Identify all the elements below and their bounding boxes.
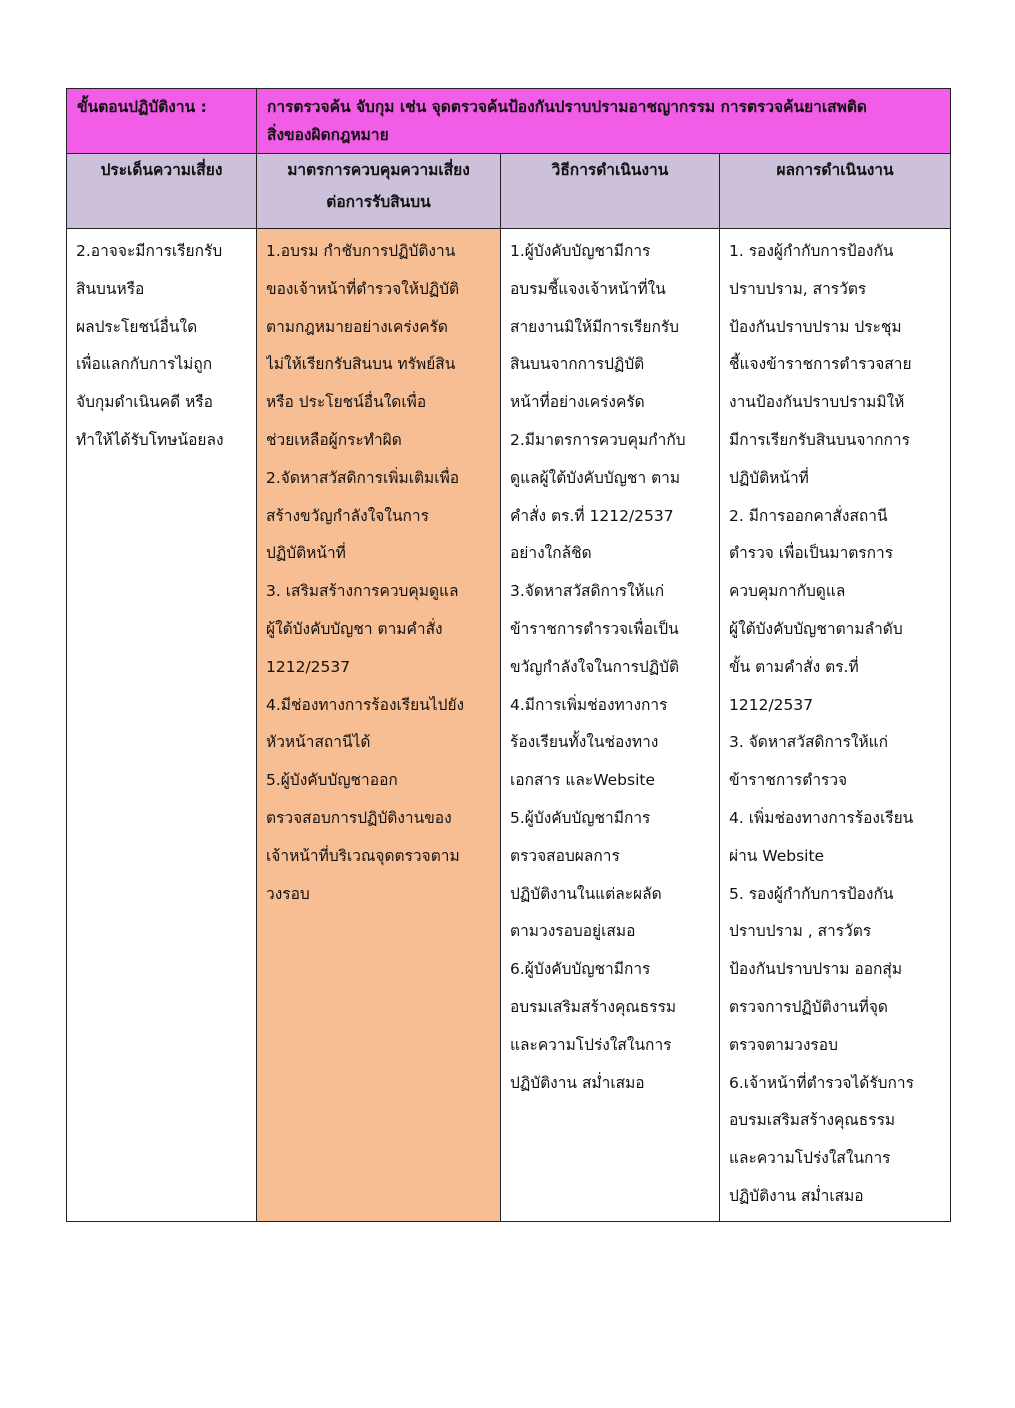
cell-text-line: สร้างขวัญกำลังใจในการ — [266, 506, 429, 525]
cell-text-line: ทำให้ได้รับโทษน้อยลง — [76, 430, 224, 449]
cell-text-line: ปราบปราม , สารวัตร — [729, 922, 872, 941]
cell-text-line: ของเจ้าหน้าที่ตำรวจให้ปฏิบัติ — [266, 279, 460, 298]
cell-text-line: ปฏิบัติงาน สม่ำเสมอ — [729, 1186, 864, 1205]
cell-text-line: ผลประโยชน์อื่นใด — [76, 317, 198, 336]
cell-text-line: ข้าราชการตำรวจเพื่อเป็น — [510, 619, 679, 638]
cell-text-line: 1.ผู้บังคับบัญชามีการ — [510, 242, 651, 260]
cell-text-line: ช่วยเหลือผู้กระทำผิด — [266, 430, 402, 449]
cell-text-line: ผู้ใต้บังคับบัญชา ตามคำสั่ง — [266, 619, 443, 638]
cell-text-line: ตรวจการปฏิบัติงานที่จุด — [729, 997, 888, 1016]
cell-text-line: ไม่ให้เรียกรับสินบน ทรัพย์สิน — [266, 355, 456, 374]
cell-text-line: 1212/2537 — [266, 657, 351, 676]
cell-text-line: สินบนหรือ — [76, 279, 145, 298]
cell-text-line: เอกสาร และWebsite — [510, 771, 656, 790]
cell-text-line: คำสั่ง ตร.ที่ 1212/2537 — [510, 506, 674, 525]
header-result: ผลการดำเนินงาน — [720, 154, 951, 229]
cell-text-line: 2. มีการออกคาสั่งสถานี — [729, 506, 888, 525]
cell-text-line: 5. รองผู้กำกับการป้องกัน — [729, 884, 894, 903]
cell-text-line: ข้าราชการตำรวจ — [729, 771, 848, 790]
cell-text-line: หน้าที่อย่างเคร่งครัด — [510, 393, 645, 412]
cell-text-line: 4.มีการเพิ่มช่องทางการ — [510, 695, 668, 714]
cell-text-line: 5.ผู้บังคับบัญชามีการ — [510, 808, 651, 827]
cell-text-line: 3. เสริมสร้างการควบคุมดูแล — [266, 582, 459, 601]
cell-text-line: ตำรวจ เพื่อเป็นมาตรการ — [729, 544, 894, 563]
control-measure-cell — [257, 229, 501, 1222]
cell-text-line: และความโปร่งใสในการ — [510, 1035, 672, 1054]
cell-text-line: ผู้ใต้บังคับบัญชาตามลำดับ — [729, 619, 903, 638]
cell-text-line: จับกุมดำเนินคดี หรือ — [76, 393, 213, 412]
procedure-step-row — [67, 89, 951, 154]
cell-text-line: 6.เจ้าหน้าที่ตำรวจได้รับการ — [729, 1073, 914, 1092]
cell-text-line: ป้องกันปราบปราม ออกสุ่ม — [729, 960, 903, 979]
cell-text-line: อบรมเสริมสร้างคุณธรรม — [510, 997, 677, 1016]
column-header-row — [67, 154, 951, 229]
step-description-line: การตรวจค้น จับกุม เช่น จุดตรวจค้นป้องกันปราบปรามอาชญากรรม การตรวจค้นยาเสพติด — [267, 98, 867, 116]
method-cell — [501, 229, 720, 1222]
cell-text-line: ตรวจสอบการปฏิบัติงานของ — [266, 808, 452, 827]
cell-text-line: สินบนจากการปฏิบัติ — [510, 355, 645, 374]
cell-text-line: ปฏิบัติงาน สม่ำเสมอ — [510, 1073, 645, 1092]
cell-text-line: สายงานมิให้มีการเรียกรับ — [510, 317, 680, 336]
cell-text-line: 2.อาจจะมีการเรียกรับ — [76, 242, 223, 260]
cell-text-line: วงรอบ — [266, 884, 310, 903]
cell-text-line: เพื่อแลกกับการไม่ถูก — [76, 355, 213, 374]
cell-text-line: หรือ ประโยชน์อื่นใดเพื่อ — [266, 393, 427, 412]
result-cell — [720, 229, 951, 1222]
cell-text-line: อย่างใกล้ชิด — [510, 544, 592, 563]
cell-text-line: หัวหน้าสถานีได้ — [266, 733, 371, 752]
cell-text-line: ควบคุมกากับดูแล — [729, 582, 846, 601]
cell-text-line: มีการเรียกรับสินบนจากการ — [729, 430, 910, 449]
cell-text-line: 6.ผู้บังคับบัญชามีการ — [510, 960, 651, 979]
cell-text-line: ผ่าน Website — [729, 846, 825, 865]
cell-text-line: ขวัญกำลังใจในการปฏิบัติ — [510, 657, 680, 676]
procedure-step-label: ขั้นตอนปฏิบัติงาน : — [67, 89, 257, 154]
cell-text-line: 1212/2537 — [729, 695, 814, 714]
procedure-step-description — [257, 89, 951, 154]
cell-text-line: ปฏิบัติหน้าที่ — [266, 544, 346, 563]
cell-text-line: ดูแลผู้ใต้บังคับบัญชา ตาม — [510, 468, 681, 487]
table-row — [67, 229, 951, 1222]
cell-text-line: ปราบปราม, สารวัตร — [729, 279, 867, 298]
risk-issue-cell — [67, 229, 257, 1222]
header-risk-issue: ประเด็นความเสี่ยง — [67, 154, 257, 229]
cell-text-line: ตามกฎหมายอย่างเคร่งครัด — [266, 317, 448, 336]
cell-text-line: อบรมชี้แจงเจ้าหน้าที่ใน — [510, 279, 666, 298]
cell-text-line: 4. เพิ่มช่องทางการร้องเรียน — [729, 808, 914, 827]
cell-text-line: ตามวงรอบอยู่เสมอ — [510, 922, 636, 941]
cell-text-line: 1. รองผู้กำกับการป้องกัน — [729, 242, 894, 260]
cell-text-line: และความโปร่งใสในการ — [729, 1149, 891, 1168]
cell-text-line: เจ้าหน้าที่บริเวณจุดตรวจตาม — [266, 846, 460, 865]
header-control-measure: มาตรการควบคุมความเสี่ยง ต่อการรับสินบน — [257, 154, 501, 229]
cell-text-line: 3. จัดหาสวัสดิการให้แก่ — [729, 733, 889, 752]
risk-control-table — [66, 88, 951, 1222]
cell-text-line: ตรวจตามวงรอบ — [729, 1035, 838, 1054]
cell-text-line: ขั้น ตามคำสั่ง ตร.ที่ — [729, 657, 859, 676]
cell-text-line: ปฏิบัติงานในแต่ละผลัด — [510, 884, 662, 903]
cell-text-line: 4.มีช่องทางการร้องเรียนไปยัง — [266, 695, 465, 714]
cell-text-line: 2.จัดหาสวัสดิการเพิ่มเติมเพื่อ — [266, 468, 460, 487]
cell-text-line: 3.จัดหาสวัสดิการให้แก่ — [510, 582, 665, 601]
step-description-line: สิ่งของผิดกฎหมาย — [267, 126, 389, 144]
cell-text-line: ตรวจสอบผลการ — [510, 846, 620, 865]
header-method: วิธีการดำเนินงาน — [501, 154, 720, 229]
cell-text-line: อบรมเสริมสร้างคุณธรรม — [729, 1111, 896, 1130]
cell-text-line: 1.อบรม กำชับการปฏิบัติงาน — [266, 242, 456, 260]
cell-text-line: ปฏิบัติหน้าที่ — [729, 468, 809, 487]
cell-text-line: 5.ผู้บังคับบัญชาออก — [266, 771, 398, 790]
cell-text-line: ป้องกันปราบปราม ประชุม — [729, 317, 902, 336]
cell-text-line: ชี้แจงข้าราชการตำรวจสาย — [729, 355, 912, 374]
cell-text-line: งานป้องกันปราบปรามมิให้ — [729, 393, 905, 412]
cell-text-line: ร้องเรียนทั้งในช่องทาง — [510, 733, 659, 752]
cell-text-line: 2.มีมาตรการควบคุมกำกับ — [510, 430, 686, 449]
